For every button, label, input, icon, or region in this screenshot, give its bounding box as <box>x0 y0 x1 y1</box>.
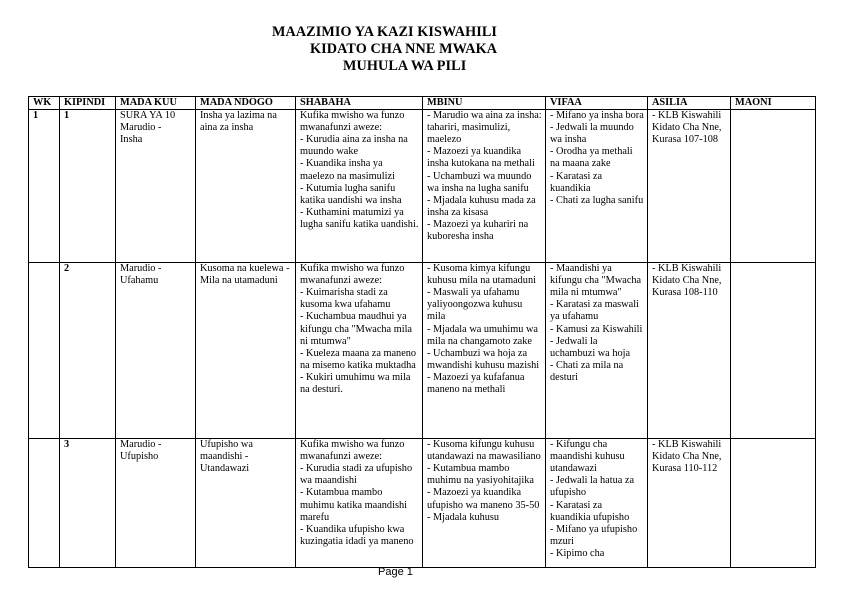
shabaha-item: - Kutambua mambo muhimu katika maandishi marefu <box>300 487 407 523</box>
cell-mbinu <box>423 110 546 263</box>
mbinu-item: - Uchambuzi wa muundo wa insha na lugha sanifu <box>427 170 532 194</box>
cell-kipindi: 3 <box>60 439 116 568</box>
cell-maoni <box>731 439 816 568</box>
cell-asilia: - KLB Kiswahili Kidato Cha Nne, Kurasa 107-108 <box>648 110 731 263</box>
cell-shabaha <box>296 439 423 568</box>
cell-mada-kuu <box>116 439 196 568</box>
shabaha-item: - Kueleza maana za maneno na misemo katika muktadha <box>300 347 417 371</box>
mada-kuu-line: Marudio - <box>120 122 162 134</box>
cell-vifaa <box>546 110 648 263</box>
shabaha-item: - Kurudia aina za insha na muundo wake <box>300 134 408 158</box>
mada-kuu-line: Insha <box>120 134 143 146</box>
cell-mada-kuu <box>116 263 196 439</box>
cell-mada-kuu <box>116 110 196 263</box>
shabaha-item: - Kutumia lugha sanifu katika uandishi wa insha <box>300 182 402 206</box>
mbinu-item: - Maswali ya ufahamu yaliyoongozwa kuhusu mila <box>427 287 523 323</box>
table-row <box>29 439 816 568</box>
vifaa-item: - Maandishi ya kifungu cha "Mwacha mila ni mtumwa" <box>550 263 642 299</box>
scheme-of-work-table <box>28 96 816 568</box>
header-mada-kuu: MADA KUU <box>116 97 196 110</box>
cell-wk: 1 <box>29 110 60 263</box>
header-vifaa: VIFAA <box>546 97 648 110</box>
shabaha-item: Kufika mwisho wa funzo mwanafunzi aweze: <box>300 439 405 463</box>
vifaa-item: - Chati za mila na desturi <box>550 359 624 383</box>
cell-vifaa <box>546 439 648 568</box>
header-maoni: MAONI <box>731 97 816 110</box>
vifaa-item: - Karatasi za kuandikia ufupisho <box>550 499 630 523</box>
header-shabaha: SHABAHA <box>296 97 423 110</box>
cell-mada-ndogo: Kusoma na kuelewa - Mila na utamaduni <box>196 263 296 439</box>
header-asilia: ASILIA <box>648 97 731 110</box>
mada-kuu-line: Ufahamu <box>120 275 159 287</box>
table-row <box>29 110 816 263</box>
header-mbinu: MBINU <box>423 97 546 110</box>
mbinu-item: - Kusoma kifungu kuhusu utandawazi na mawasiliano <box>427 439 541 463</box>
header-mada-ndogo: MADA NDOGO <box>196 97 296 110</box>
table-header-row <box>29 97 816 110</box>
cell-kipindi: 1 <box>60 110 116 263</box>
title-line-2: KIDATO CHA NNE MWAKA <box>310 41 498 57</box>
vifaa-item: - Orodha ya methali na maana zake <box>550 146 633 170</box>
mada-kuu-line: Ufupisho <box>120 451 159 463</box>
mbinu-item: - Marudio wa aina za insha: tahariri, masimulizi, maelezo <box>427 110 542 146</box>
page-number: Page 1 <box>378 566 413 578</box>
vifaa-item: - Karatasi za maswali ya ufahamu <box>550 299 639 323</box>
mbinu-item: - Uchambuzi wa hoja za mwandishi kuhusu mazishi <box>427 347 540 371</box>
mbinu-item: - Mjadala wa umuhimu wa mila na changamoto zake <box>427 323 538 347</box>
vifaa-item: - Jedwali la muundo wa insha <box>550 122 634 146</box>
title-line-1: MAAZIMIO YA KAZI KISWAHILI <box>272 24 498 40</box>
mada-kuu-line: Marudio - <box>120 439 162 451</box>
vifaa-item: - Jedwali la uchambuzi wa hoja <box>550 335 631 359</box>
table-row <box>29 263 816 439</box>
title-line-3: MUHULA WA PILI <box>343 58 467 74</box>
cell-mada-ndogo: Insha ya lazima na aina za insha <box>196 110 296 263</box>
mbinu-item: - Mazoezi ya kufafanua maneno na methali <box>427 371 525 396</box>
shabaha-item: - Kuimarisha stadi za kusoma kwa ufahamu <box>300 287 391 311</box>
vifaa-item: - Mifano ya ufupisho mzuri <box>550 523 638 547</box>
cell-wk <box>29 263 60 439</box>
vifaa-item: - Kipimo cha <box>550 547 605 559</box>
shabaha-item: - Kurudia stadi za ufupisho wa maandishi <box>300 463 413 487</box>
cell-shabaha <box>296 263 423 439</box>
mbinu-item: - Mazoezi ya kuandika insha kutokana na methali <box>427 146 535 170</box>
shabaha-item: - Kuchambua maudhui ya kifungu cha "Mwacha mila ni mtumwa" <box>300 311 412 347</box>
cell-maoni <box>731 263 816 439</box>
cell-asilia: - KLB Kiswahili Kidato Cha Nne, Kurasa 110-112 <box>648 439 731 568</box>
shabaha-item: Kufika mwisho wa funzo mwanafunzi aweze: <box>300 110 405 134</box>
cell-maoni <box>731 110 816 263</box>
mbinu-item: - Kutambua mambo muhimu na yasiyohitajika <box>427 463 534 487</box>
cell-shabaha <box>296 110 423 263</box>
mada-kuu-line: Marudio - <box>120 263 162 275</box>
mbinu-item: - Mazoezi ya kuandika ufupisho wa maneno 35-50 <box>427 487 540 511</box>
mbinu-item: - Mjadala kuhusu <box>427 511 500 523</box>
shabaha-item: - Kukiri umuhimu wa mila na desturi. <box>300 371 411 396</box>
vifaa-item: - Karatasi za kuandikia <box>550 170 603 194</box>
mada-kuu-line: SURA YA 10 <box>120 110 176 122</box>
vifaa-item: - Kifungu cha maandishi kuhusu utandawazi <box>550 439 625 475</box>
cell-asilia: - KLB Kiswahili Kidato Cha Nne, Kurasa 108-110 <box>648 263 731 439</box>
shabaha-item: - Kuthamini matumizi ya lugha sanifu katika uandishi. <box>300 206 419 230</box>
cell-kipindi: 2 <box>60 263 116 439</box>
header-kipindi: KIPINDI <box>60 97 116 110</box>
vifaa-item: - Jedwali la hatua za ufupisho <box>550 475 635 499</box>
vifaa-item: - Mifano ya insha bora <box>550 110 644 122</box>
cell-vifaa <box>546 263 648 439</box>
mbinu-item: - Mazoezi ya kuhariri na kuboresha insha <box>427 218 529 243</box>
mbinu-item: - Mjadala kuhusu mada za insha za kisasa <box>427 194 536 218</box>
vifaa-item: - Kamusi za Kiswahili <box>550 323 643 335</box>
shabaha-item: - Kuandika insha ya maelezo na masimulizi <box>300 158 395 182</box>
header-wk: WK <box>29 97 60 110</box>
shabaha-item: Kufika mwisho wa funzo mwanafunzi aweze: <box>300 263 405 287</box>
vifaa-item: - Chati za lugha sanifu <box>550 194 644 206</box>
shabaha-item: - Kuandika ufupisho kwa kuzingatia idadi ya maneno <box>300 523 414 547</box>
cell-mbinu <box>423 439 546 568</box>
cell-wk <box>29 439 60 568</box>
cell-mada-ndogo: Ufupisho wa maandishi - Utandawazi <box>196 439 296 568</box>
cell-mbinu <box>423 263 546 439</box>
mbinu-item: - Kusoma kimya kifungu kuhusu mila na utamaduni <box>427 263 536 287</box>
